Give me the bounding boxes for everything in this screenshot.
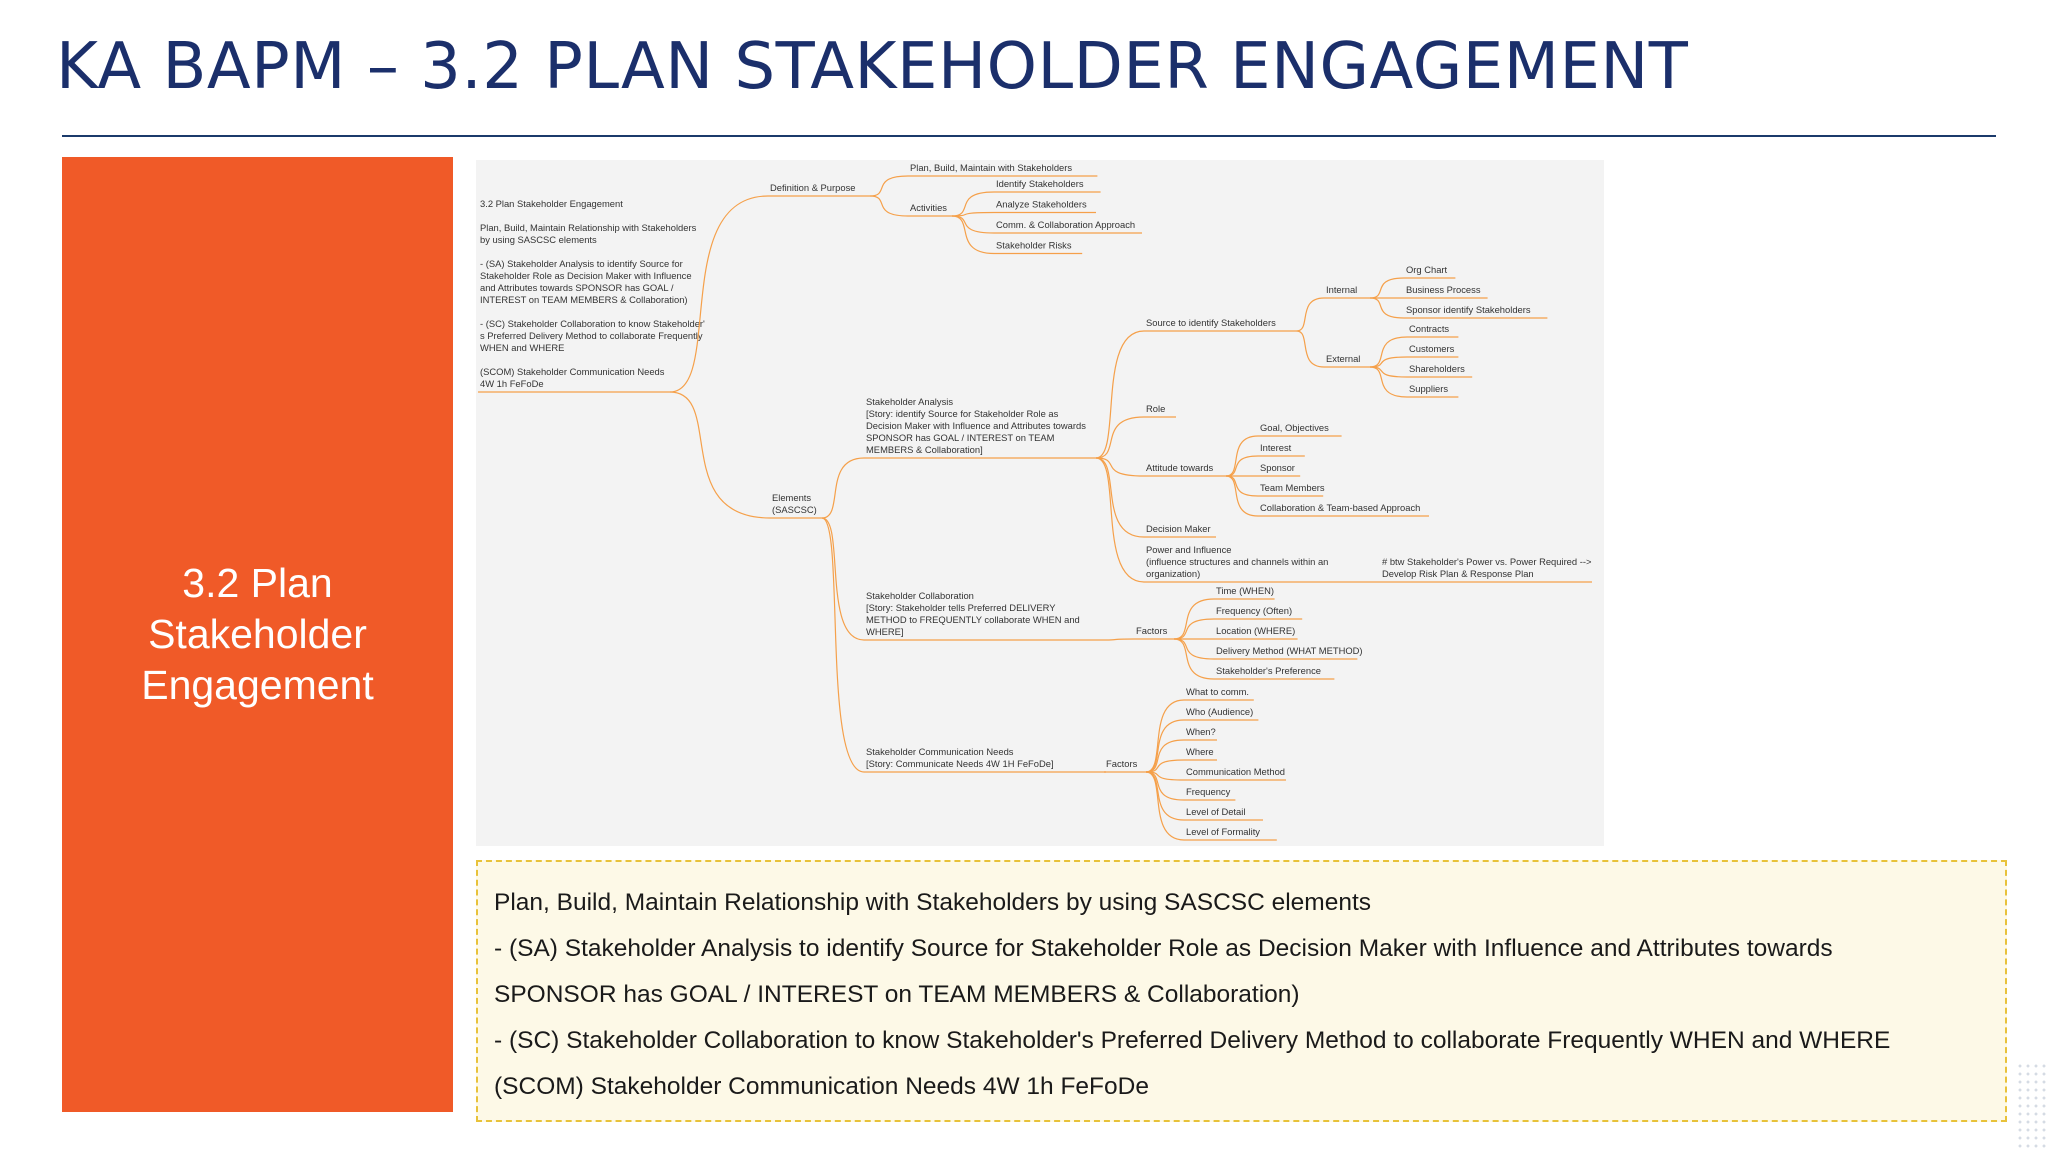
communication-factor-node	[1186, 806, 1245, 817]
branch-connector	[822, 458, 864, 518]
node-text: Develop Risk Plan & Response Plan	[1382, 568, 1534, 579]
node-text: Interest	[1260, 442, 1292, 453]
node-text: # btw Stakeholder's Power vs. Power Required -->	[1382, 556, 1592, 567]
branch-connector	[1146, 772, 1184, 800]
external-source-node	[1409, 383, 1448, 394]
branch-connector	[1226, 476, 1258, 496]
attitude-target-node	[1260, 482, 1325, 493]
branch-connector	[670, 392, 770, 518]
communication-factor-node	[1186, 686, 1249, 697]
node-text: Frequency (Often)	[1216, 605, 1293, 616]
node-text: Customers	[1409, 343, 1455, 354]
internal-source-node	[1406, 264, 1448, 275]
node-text: Delivery Method (WHAT METHOD)	[1216, 645, 1363, 656]
activity-node	[996, 219, 1135, 230]
activity-node	[996, 240, 1072, 251]
branch-connector	[870, 196, 908, 216]
node-text: Plan, Build, Maintain with Stakeholders	[910, 162, 1073, 173]
internal-source-node	[1406, 304, 1531, 315]
communication-factor-node	[1186, 746, 1214, 757]
branch-connector	[1096, 458, 1144, 537]
decision-maker-node	[1146, 523, 1211, 534]
side-title-line: Stakeholder	[148, 611, 367, 657]
branch-connector	[952, 216, 994, 254]
node-text: 3.2 Plan Stakeholder Engagement	[480, 198, 623, 209]
activity-node	[996, 178, 1084, 189]
collaboration-factor-node	[1216, 585, 1274, 596]
summary-line: - (SC) Stakeholder Collaboration to know Stakeholder's Preferred Delivery Method to collaborate Frequently WHEN and WHERE	[494, 1027, 1891, 1054]
node-text: Level of Detail	[1186, 806, 1246, 817]
branch-connector	[1297, 331, 1324, 367]
slide-title: KA BAPM – 3.2 PLAN STAKEHOLDER ENGAGEMENT	[56, 30, 1689, 104]
external-source-node	[1409, 323, 1449, 334]
node-text: WHEN and WHERE	[480, 342, 565, 353]
node-text: Decision Maker with Influence and Attributes towards	[866, 420, 1086, 431]
activities-node	[910, 202, 947, 213]
branch-connector	[1146, 720, 1184, 772]
collaboration-factors-node	[1136, 625, 1168, 636]
node-text: Collaboration & Team-based Approach	[1260, 502, 1421, 513]
node-text: Location (WHERE)	[1216, 625, 1296, 636]
title-divider	[62, 135, 1996, 137]
external-node	[1326, 353, 1360, 364]
node-text: Stakeholder Analysis	[866, 396, 954, 407]
node-text: Stakeholder Communication Needs	[866, 746, 1014, 757]
communication-factor-node	[1186, 786, 1231, 797]
plan-build-node	[910, 162, 1072, 173]
node-text: Stakeholder Role as Decision Maker with Influence	[480, 270, 692, 281]
branch-connector	[870, 176, 908, 196]
node-text: Team Members	[1260, 482, 1325, 493]
node-text: Power and Influence	[1146, 544, 1232, 555]
node-text: Plan, Build, Maintain Relationship with Stakeholders	[480, 222, 697, 233]
node-text: Source to identify Stakeholders	[1146, 317, 1276, 328]
branch-connector	[1370, 337, 1407, 367]
collaboration-factor-node	[1216, 665, 1321, 676]
node-text: INTEREST on TEAM MEMBERS & Collaboration)	[480, 294, 688, 305]
role-node	[1146, 403, 1165, 414]
node-text: Activities	[910, 202, 947, 213]
attitude-target-node	[1260, 422, 1329, 433]
branch-connector	[1096, 331, 1144, 458]
node-text: s Preferred Delivery Method to collaborate Frequently	[480, 330, 703, 341]
node-text: Sponsor	[1260, 462, 1295, 473]
internal-source-node	[1406, 284, 1481, 295]
node-text: and Attributes towards SPONSOR has GOAL /	[480, 282, 674, 293]
node-text: Level of Formality	[1186, 826, 1260, 837]
node-text: - (SC) Stakeholder Collaboration to know Stakeholder'	[480, 318, 705, 329]
side-title-line: 3.2 Plan	[182, 560, 333, 606]
node-text: [Story: identify Source for Stakeholder Role as	[866, 408, 1059, 419]
branch-connector	[1370, 367, 1407, 397]
branch-connector	[952, 213, 994, 217]
attitude-target-node	[1260, 502, 1420, 513]
node-text: Stakeholder Risks	[996, 239, 1072, 251]
node-text: [Story: Stakeholder tells Preferred DELIVERY	[866, 602, 1056, 613]
side-panel-title	[88, 558, 428, 711]
stakeholder-analysis-node	[866, 396, 1086, 455]
power-note-node	[1382, 556, 1592, 579]
node-text: Time (WHEN)	[1216, 585, 1274, 596]
node-text: What to comm.	[1186, 686, 1250, 697]
communication-factor-node	[1186, 826, 1260, 837]
branch-connector	[1146, 700, 1184, 772]
branch-connector	[822, 518, 864, 640]
node-text: External	[1326, 353, 1361, 364]
node-text: Goal, Objectives	[1260, 422, 1329, 433]
summary-line: - (SA) Stakeholder Analysis to identify Source for Stakeholder Role as Decision Maker with Influence and Attributes towards	[494, 935, 1833, 962]
node-text: Factors	[1106, 758, 1138, 769]
attitude-target-node	[1260, 462, 1295, 473]
node-text: (SASCSC)	[772, 504, 817, 515]
node-text: Contracts	[1409, 323, 1450, 334]
branch-connector	[1146, 772, 1184, 840]
branch-connector	[1146, 740, 1184, 772]
branch-connector	[952, 216, 994, 233]
node-text: [Story: Communicate Needs 4W 1H FeFoDe]	[866, 758, 1054, 769]
branch-connector	[822, 518, 864, 772]
node-text: Business Process	[1406, 284, 1481, 295]
node-text: Org Chart	[1406, 264, 1448, 275]
node-text: Attitude towards	[1146, 462, 1214, 473]
stakeholder-collaboration-node	[866, 590, 1080, 637]
node-text: Decision Maker	[1146, 523, 1211, 534]
node-text: Role	[1146, 403, 1166, 414]
branch-connector	[1297, 298, 1324, 331]
decorative-dot-grid	[2016, 1062, 2048, 1152]
side-panel	[62, 157, 453, 1112]
source-node	[1146, 317, 1276, 328]
collaboration-factor-node	[1216, 645, 1363, 656]
node-text: Internal	[1326, 284, 1358, 295]
node-text: Definition & Purpose	[770, 182, 856, 193]
node-text: Stakeholder Collaboration	[866, 590, 974, 601]
attitude-target-node	[1260, 442, 1292, 453]
node-text: Comm. & Collaboration Approach	[996, 219, 1136, 230]
communication-factor-node	[1186, 766, 1285, 777]
node-text: Factors	[1136, 625, 1168, 636]
node-text: Suppliers	[1409, 383, 1449, 394]
node-text: MEMBERS & Collaboration]	[866, 444, 983, 455]
node-text: 4W 1h FeFoDe	[480, 378, 544, 389]
node-text: Analyze Stakeholders	[996, 198, 1087, 210]
summary-line: SPONSOR has GOAL / INTEREST on TEAM MEMBERS & Collaboration)	[494, 981, 1300, 1008]
node-text: Shareholders	[1409, 363, 1465, 374]
communication-needs-node	[866, 746, 1054, 769]
communication-factors-node	[1106, 758, 1138, 769]
summary-box	[476, 860, 2007, 1122]
node-text: When?	[1186, 726, 1216, 737]
node-text: Who (Audience)	[1186, 706, 1254, 717]
node-text: METHOD to FREQUENTLY collaborate WHEN and	[866, 614, 1080, 625]
node-text: organization)	[1146, 568, 1201, 579]
node-text: WHERE]	[866, 626, 904, 637]
branch-connector	[1174, 639, 1214, 659]
root-note	[480, 198, 705, 389]
communication-factor-node	[1186, 706, 1253, 717]
node-text: Stakeholder's Preference	[1216, 665, 1321, 676]
node-text: Elements	[772, 492, 812, 503]
branch-connector	[1226, 456, 1258, 476]
branch-connector	[1096, 417, 1144, 458]
branch-connector	[1370, 298, 1404, 318]
mind-map	[476, 160, 1604, 846]
internal-node	[1326, 284, 1357, 295]
communication-factor-node	[1186, 726, 1216, 737]
node-text: Sponsor identify Stakeholders	[1406, 304, 1531, 315]
power-influence-node	[1146, 544, 1328, 579]
collaboration-factor-node	[1216, 605, 1292, 616]
node-text: - (SA) Stakeholder Analysis to identify Source for	[480, 258, 683, 269]
activity-node	[996, 199, 1087, 210]
mind-map-canvas	[476, 160, 1604, 846]
branch-connector	[1174, 619, 1214, 639]
node-text: (influence structures and channels within an	[1146, 556, 1329, 567]
summary-line: (SCOM) Stakeholder Communication Needs 4W 1h FeFoDe	[494, 1073, 1149, 1100]
definition-node	[770, 182, 855, 193]
node-text: Where	[1186, 746, 1214, 757]
external-source-node	[1409, 343, 1455, 354]
node-text: (SCOM) Stakeholder Communication Needs	[480, 366, 665, 377]
node-text: Frequency	[1186, 786, 1231, 797]
side-title-line: Engagement	[141, 662, 374, 708]
external-source-node	[1409, 363, 1465, 374]
node-text: SPONSOR has GOAL / INTEREST on TEAM	[866, 432, 1055, 443]
elements-node	[772, 492, 817, 515]
branch-connector	[1096, 458, 1144, 582]
summary-line: Plan, Build, Maintain Relationship with Stakeholders by using SASCSC elements	[494, 889, 1372, 916]
collaboration-factor-node	[1216, 625, 1295, 636]
node-text: Communication Method	[1186, 766, 1286, 777]
node-text: Identify Stakeholders	[996, 178, 1084, 189]
node-text: by using SASCSC elements	[480, 234, 597, 245]
branch-connector	[1370, 278, 1404, 298]
attitude-node	[1146, 462, 1214, 473]
branch-connector	[1106, 639, 1134, 640]
